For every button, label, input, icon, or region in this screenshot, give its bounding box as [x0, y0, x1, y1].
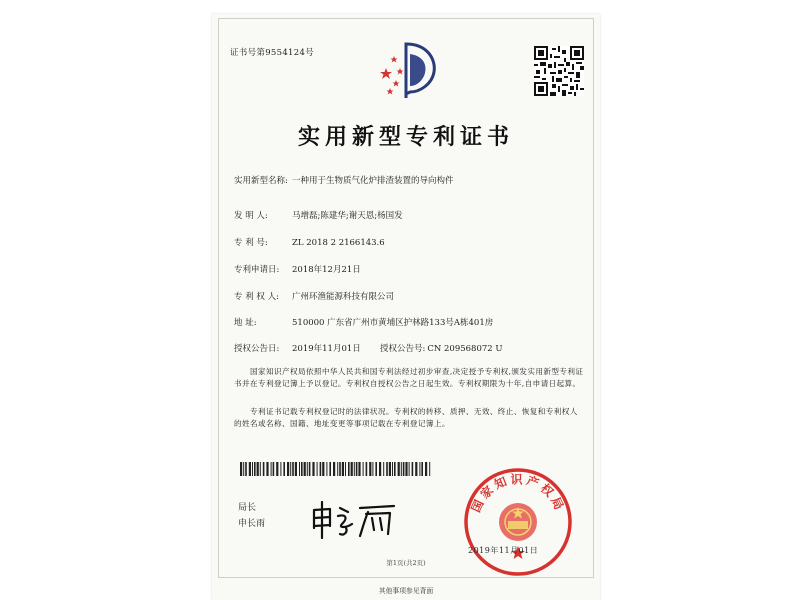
- field-inventors: [234, 209, 403, 221]
- field-value: 2019年11月01日: [292, 344, 361, 354]
- field-label: 专利申请日:: [234, 265, 280, 275]
- field-value: CN 209568072 U: [427, 344, 503, 354]
- field-grant-date: [234, 342, 361, 354]
- field-patent-number: [234, 236, 385, 248]
- signature-title: 局长: [238, 503, 257, 513]
- barcode: [240, 462, 432, 476]
- field-label: 专 利 权 人:: [234, 292, 279, 302]
- legal-status-note: 专利证书记载专利权登记时的法律状况。专利权的转移、质押、无效、终止、恢复和专利权人的姓名或名称、国籍、地址变更等事项记载在专利登记簿上。: [234, 407, 578, 428]
- qr-code: [534, 46, 584, 96]
- seal-date: 2019年11月01日: [468, 546, 539, 555]
- handwritten-signature: [308, 498, 398, 540]
- field-label: 地 址:: [234, 318, 257, 328]
- field-announcement-number: [380, 342, 503, 354]
- field-application-date: [234, 263, 361, 275]
- grant-statement: 国家知识产权局依照中华人民共和国专利法经过初步审查,决定授予专利权,颁发实用新型专利证书并在专利登记簿上予以登记。专利权自授权公告之日起生效。专利权期限为十年,自申请日起算。: [234, 367, 584, 388]
- certificate-page: [212, 14, 600, 600]
- national-emblem-icon: [499, 503, 537, 541]
- field-value: 广州环渔能源科技有限公司: [292, 292, 395, 302]
- field-value: 马增磊;陈建华;谢天恩;杨国发: [292, 211, 403, 221]
- patent-office-logo: [372, 36, 442, 106]
- page-number: 第1页(共2页): [386, 559, 426, 567]
- field-patentee: [234, 290, 394, 302]
- signatory-name: 申长雨: [238, 519, 266, 529]
- field-label: 授权公告日:: [234, 344, 280, 354]
- footer-note: 其他事项参见背面: [378, 587, 434, 595]
- field-address: [234, 316, 493, 328]
- field-value: 510000 广东省广州市黄埔区护林路133号A栋401房: [292, 318, 494, 328]
- field-value: 2018年12月21日: [292, 265, 361, 275]
- field-label: 授权公告号:: [380, 344, 426, 354]
- field-utility-model-name: [234, 174, 454, 186]
- field-value: ZL 2018 2 2166143.6: [292, 238, 385, 248]
- certificate-number: 证书号第9554124号: [230, 48, 314, 58]
- field-label: 专 利 号:: [234, 238, 268, 248]
- certificate-title: 实用新型专利证书: [297, 124, 514, 150]
- seal-issuer-text: 国家知识产权局: [468, 472, 568, 515]
- field-label: 发 明 人:: [234, 211, 268, 221]
- field-value: 一种用于生物质气化炉排渣装置的导向构件: [292, 176, 454, 186]
- field-label: 实用新型名称:: [234, 176, 288, 186]
